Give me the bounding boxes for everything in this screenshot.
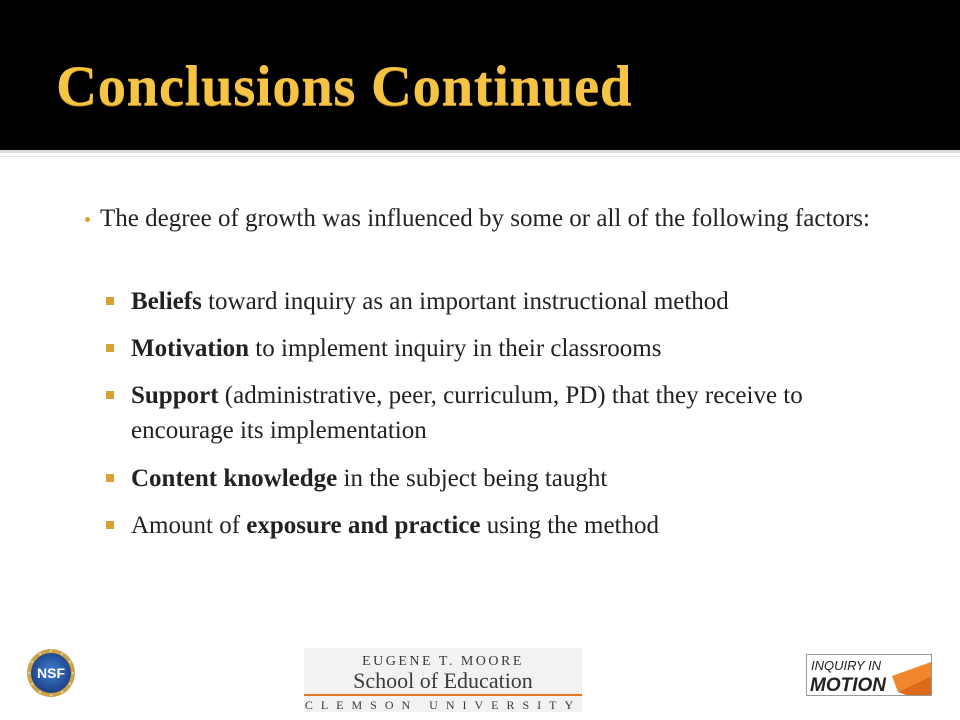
clemson-logo-line1: EUGENE T. MOORE — [362, 654, 524, 669]
factor-text: toward inquiry as an important instructional method — [201, 288, 729, 315]
square-bullet-icon — [106, 344, 114, 352]
factor-bold: Motivation — [131, 335, 250, 362]
clemson-logo — [304, 648, 582, 712]
square-bullet-icon — [106, 297, 114, 305]
inquiry-in-motion-logo-icon — [806, 654, 932, 696]
inquiry-logo-line2: MOTION — [810, 675, 886, 696]
inquiry-logo-line1: INQUIRY IN — [811, 658, 882, 673]
factor-support — [131, 378, 891, 448]
nsf-logo-icon — [26, 648, 76, 698]
factor-text: to implement inquiry in their classrooms — [249, 335, 662, 362]
factor-pre: Amount of — [131, 512, 247, 539]
factor-text: in the subject being taught — [337, 465, 608, 492]
clemson-logo-rule — [304, 694, 582, 696]
factor-bold: Support — [131, 382, 219, 409]
square-bullet-icon — [106, 521, 114, 529]
square-bullet-icon — [106, 474, 114, 482]
factor-bold: Beliefs — [131, 288, 202, 315]
bullet-dot-icon — [85, 217, 90, 222]
factor-bold: Content knowledge — [131, 465, 338, 492]
factor-text: using the method — [480, 512, 659, 539]
factor-motivation — [131, 331, 891, 366]
factor-exposure — [131, 508, 891, 543]
factor-bold: exposure and practice — [246, 512, 481, 539]
factor-content-knowledge — [131, 461, 891, 496]
clemson-logo-line3: CLEMSON UNIVERSITY — [304, 698, 582, 712]
slide-title: Conclusions Continued — [56, 55, 632, 118]
square-bullet-icon — [106, 391, 114, 399]
intro-bullet: The degree of growth was influenced by some or all of the following factors: — [100, 205, 870, 232]
factor-text: (administrative, peer, curriculum, PD) that they receive to encourage its implementation — [131, 382, 803, 444]
clemson-logo-line2: School of Education — [353, 668, 533, 693]
factor-beliefs — [131, 284, 891, 319]
nsf-logo-text: NSF — [37, 665, 65, 681]
